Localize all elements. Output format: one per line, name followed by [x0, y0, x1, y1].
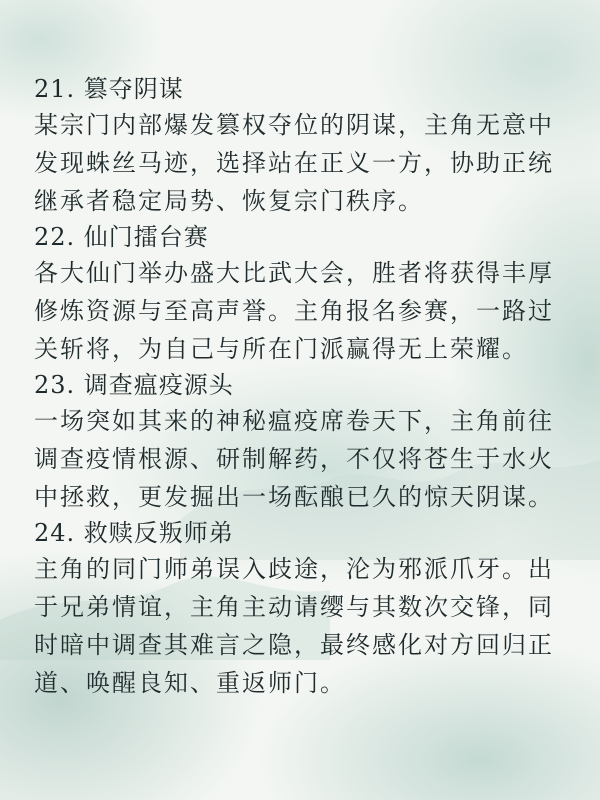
paragraph-line: 修炼资源与至高声誉。主角报名参赛，一路过	[34, 297, 554, 325]
paragraph-line: 时暗中调查其难言之隐，最终感化对方回归正	[34, 631, 554, 659]
section-heading: 23. 调查瘟疫源头	[34, 371, 234, 399]
section-paragraph	[34, 254, 574, 368]
paragraph-line: 各大仙门举办盛大比武大会，胜者将获得丰厚	[34, 259, 554, 287]
section-paragraph	[34, 550, 574, 702]
section-2	[34, 220, 574, 368]
paragraph-line: 继承者稳定局势、恢复宗门秩序。	[34, 187, 424, 215]
section-4	[34, 516, 574, 702]
section-paragraph	[34, 106, 574, 220]
article-body	[34, 72, 574, 702]
section-heading: 24. 救赎反叛师弟	[34, 519, 234, 547]
paragraph-line: 主角的同门师弟误入歧途，沦为邪派爪牙。出	[34, 555, 554, 583]
paragraph-line: 中拯救，更发掘出一场酝酿已久的惊天阴谋。	[34, 483, 554, 511]
paragraph-line: 一场突如其来的神秘瘟疫席卷天下，主角前往	[34, 407, 554, 435]
section-1	[34, 72, 574, 220]
paragraph-line: 关斩将，为自己与所在门派赢得无上荣耀。	[34, 335, 528, 363]
paragraph-line: 某宗门内部爆发篡权夺位的阴谋，主角无意中	[34, 111, 554, 139]
paragraph-line: 调查疫情根源、研制解药，不仅将苍生于水火	[34, 445, 554, 473]
paragraph-line: 发现蛛丝马迹，选择站在正义一方，协助正统	[34, 149, 554, 177]
section-heading: 21. 篡夺阴谋	[34, 75, 184, 103]
section-heading: 22. 仙门擂台赛	[34, 223, 209, 251]
section-paragraph	[34, 402, 574, 516]
section-3	[34, 368, 574, 516]
paragraph-line: 于兄弟情谊，主角主动请缨与其数次交锋，同	[34, 593, 554, 621]
paragraph-line: 道、唤醒良知、重返师门。	[34, 669, 346, 697]
